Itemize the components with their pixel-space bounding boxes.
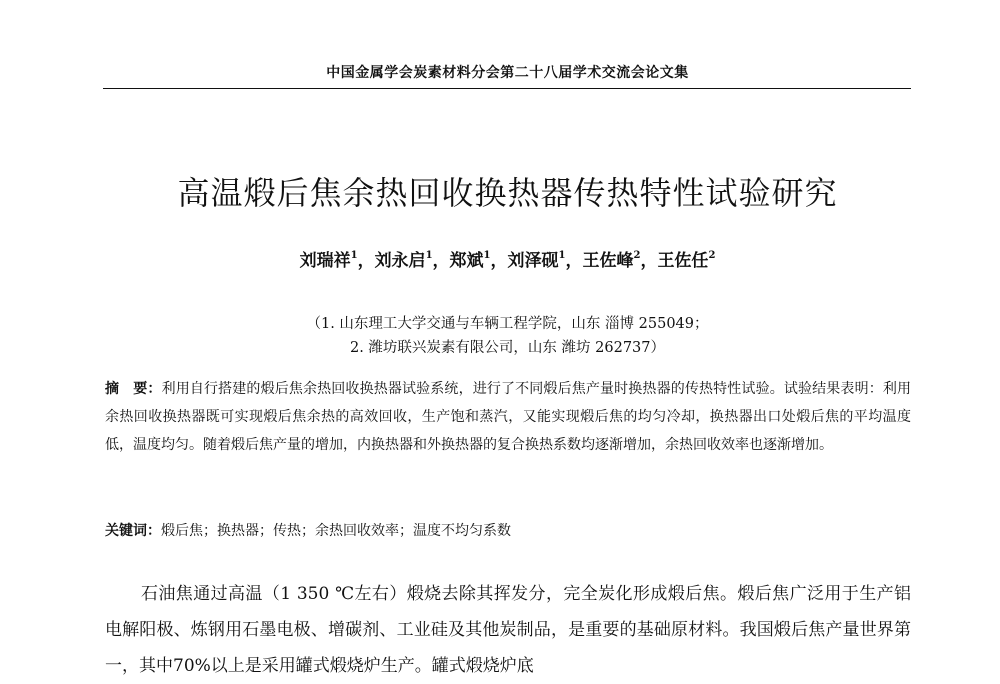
author-name: 王佐任 — [657, 251, 709, 271]
keywords-label: 关键词： — [105, 523, 161, 539]
author-name: 郑斌 — [449, 251, 484, 271]
author-name: 刘瑞祥 — [299, 251, 351, 271]
affiliation-line-1: （1. 山东理工大学交通与车辆工程学院，山东 淄博 255049； — [306, 316, 709, 332]
keywords-text: 煅后焦；换热器；传热；余热回收效率；温度不均匀系数 — [161, 523, 511, 539]
author-affiliation-mark: 1 — [425, 250, 433, 261]
author-name: 刘泽砚 — [507, 251, 559, 271]
author-name: 王佐峰 — [582, 251, 634, 271]
author-affiliation-mark: 1 — [483, 250, 491, 261]
author-separator: ， — [432, 251, 450, 271]
author-name: 刘永启 — [374, 251, 426, 271]
body-paragraph: 石油焦通过高温（1 350 ℃左右）煅烧去除其挥发分，完全炭化形成煅后焦。煅后焦广泛用于生产铝电解阳极、炼钢用石墨电极、增碳剂、工业硅及其他炭制品，是重要的基础原材料。我国煅后焦产量世界第一，其中70%以上是采用罐式煅烧炉生产。罐式煅烧炉底 — [105, 584, 911, 676]
author-separator: ， — [565, 251, 583, 271]
author-separator: ， — [640, 251, 658, 271]
author-list — [105, 246, 910, 271]
author-separator: ， — [490, 251, 508, 271]
affiliation-line-2: 2. 潍坊联兴炭素有限公司，山东 潍坊 262737） — [349, 340, 665, 356]
running-head: 中国金属学会炭素材料分会第二十八届学术交流会论文集 — [326, 65, 689, 81]
abstract-label: 摘 要： — [105, 381, 162, 397]
author-separator: ， — [357, 251, 375, 271]
header-rule — [103, 88, 911, 89]
author-affiliation-mark: 1 — [350, 250, 358, 261]
paper-title: 高温煅后焦余热回收换热器传热特性试验研究 — [177, 174, 838, 212]
author-affiliation-mark: 1 — [558, 250, 566, 261]
keywords — [105, 520, 911, 540]
abstract-text: 利用自行搭建的煅后焦余热回收换热器试验系统，进行了不同煅后焦产量时换热器的传热特性试验。试验结果表明：利用余热回收换热器既可实现煅后焦余热的高效回收，生产饱和蒸汽，又能实现煅后焦的均匀冷却，换热器出口处煅后焦的平均温度低，温度均匀。随着煅后焦产量的增加，内换热器和外换热器的复合换热系数均逐渐增加，余热回收效率也逐渐增加。 — [105, 381, 912, 453]
abstract — [105, 375, 911, 459]
author-affiliation-mark: 2 — [708, 250, 716, 261]
author-affiliation-mark: 2 — [633, 250, 641, 261]
